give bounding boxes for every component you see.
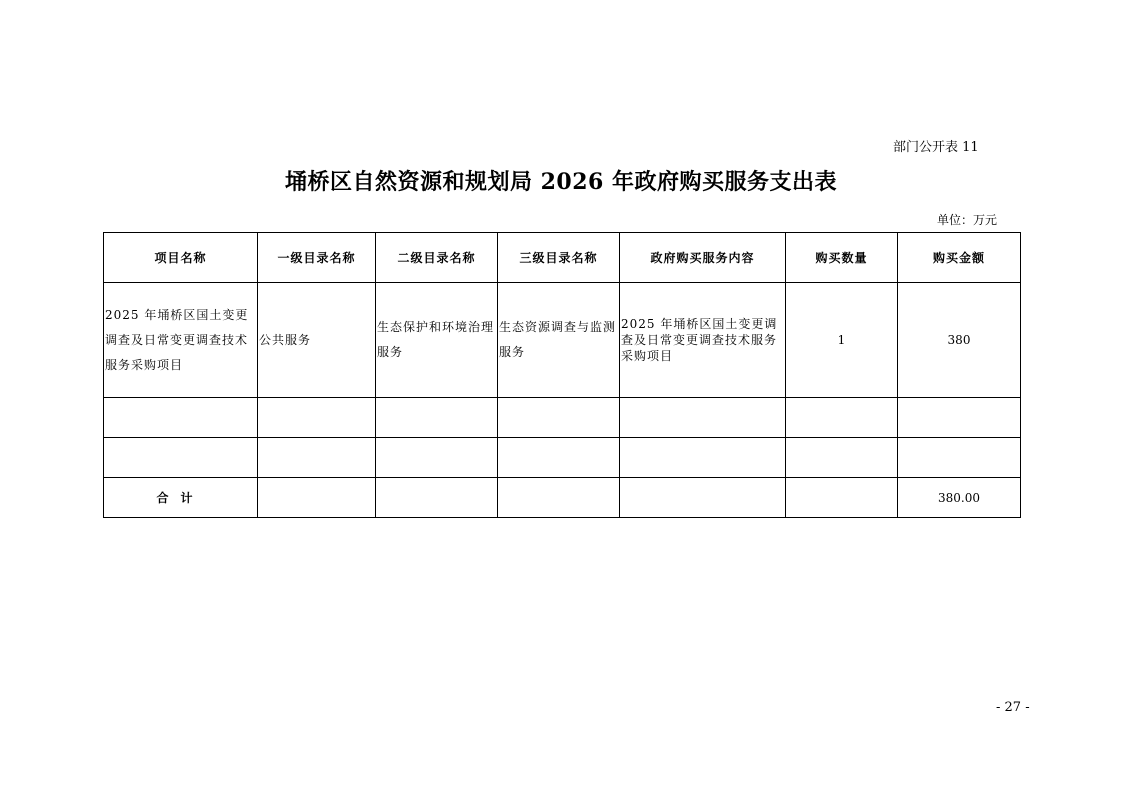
column-header-quantity: 购买数量 [786, 233, 898, 283]
empty-cell [376, 478, 498, 518]
column-header-level1: 一级目录名称 [258, 233, 376, 283]
cell-level3: 生态资源调查与监测服务 [498, 283, 620, 398]
column-header-content: 政府购买服务内容 [620, 233, 786, 283]
empty-cell [498, 398, 620, 438]
empty-cell [498, 478, 620, 518]
empty-cell [376, 398, 498, 438]
empty-cell [498, 438, 620, 478]
empty-cell [258, 398, 376, 438]
total-amount: 380.00 [898, 478, 1021, 518]
expenditure-table [103, 232, 1021, 518]
cell-content: 2025 年埇桥区国土变更调查及日常变更调查技术服务采购项目 [620, 283, 786, 398]
cell-project-name: 2025 年埇桥区国土变更调查及日常变更调查技术服务采购项目 [104, 283, 258, 398]
table-row-empty [104, 438, 1021, 478]
page-number: - 27 - [996, 700, 1030, 715]
cell-level1: 公共服务 [258, 283, 376, 398]
page-title: 埇桥区自然资源和规划局 2026 年政府购买服务支出表 [284, 169, 838, 195]
empty-cell [786, 478, 898, 518]
column-header-amount: 购买金额 [898, 233, 1021, 283]
cell-level2: 生态保护和环境治理服务 [376, 283, 498, 398]
cell-amount: 380 [898, 283, 1021, 398]
table-row-empty [104, 398, 1021, 438]
table-row [104, 283, 1021, 398]
empty-cell [898, 438, 1021, 478]
empty-cell [786, 398, 898, 438]
cell-quantity: 1 [786, 283, 898, 398]
empty-cell [104, 438, 258, 478]
empty-cell [258, 438, 376, 478]
empty-cell [620, 478, 786, 518]
table-header-row [104, 233, 1021, 283]
column-header-level2: 二级目录名称 [376, 233, 498, 283]
table-number: 部门公开表 11 [893, 140, 979, 155]
table-total-row [104, 478, 1021, 518]
empty-cell [620, 398, 786, 438]
empty-cell [786, 438, 898, 478]
empty-cell [620, 438, 786, 478]
empty-cell [376, 438, 498, 478]
column-header-project-name: 项目名称 [104, 233, 258, 283]
empty-cell [104, 398, 258, 438]
empty-cell [898, 398, 1021, 438]
total-label: 合计 [104, 478, 258, 518]
empty-cell [258, 478, 376, 518]
unit-label: 单位：万元 [937, 213, 998, 227]
column-header-level3: 三级目录名称 [498, 233, 620, 283]
